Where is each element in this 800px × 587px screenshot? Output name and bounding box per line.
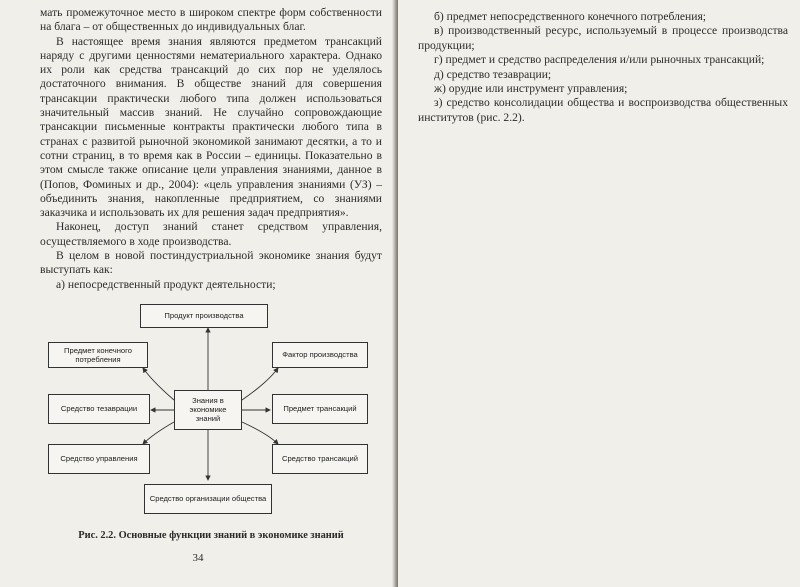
list-item-d: д) средство тезаврации; (434, 67, 552, 81)
paragraph-4: В целом в новой постиндустриальной экономике знания будут выступать как: (40, 249, 382, 277)
box-left-top: Предмет конечного потребления (48, 342, 148, 368)
page-number: 34 (192, 552, 204, 564)
box-right-mid: Предмет трансакций (272, 394, 368, 424)
figure-caption: Рис. 2.2. Основные функции знаний в экономике знаний (78, 529, 344, 541)
box-right-bottom: Средство трансакций (272, 444, 368, 474)
box-left-bottom: Средство управления (48, 444, 150, 474)
left-page (0, 0, 396, 587)
list-item-g: г) предмет и средство распределения и/или рыночных трансакций; (434, 53, 765, 67)
functions-diagram (48, 302, 368, 522)
list-item-v: в) производственный ресурс, используемый в процессе производства продукции; (418, 24, 788, 52)
paragraph-1: мать промежуточное место в широком спектре форм собственности на блага – от общественных до индивидуальных благ. (40, 6, 382, 34)
box-right-top: Фактор производства (272, 342, 368, 368)
box-left-mid: Средство тезаврации (48, 394, 150, 424)
paragraph-3: Наконец, доступ знаний станет средством управления, осуществляемого в ходе производства. (40, 220, 382, 248)
box-top: Продукт производства (140, 304, 268, 328)
list-item-a: а) непосредственный продукт деятельности; (56, 277, 276, 291)
list-item-b: б) предмет непосредственного конечного потребления; (434, 10, 707, 23)
box-bottom: Средство организации общества (144, 484, 272, 514)
arrow-left-bottom (143, 422, 174, 444)
right-page (398, 0, 800, 587)
list-item-z: з) средство консолидации общества и воспроизводства общественных институтов (рис. 2.2). (418, 96, 788, 124)
paragraph-2: В настоящее время знания являются предметом трансакций наряду с другими ценностями нематериального характера. Однако их роли как средства трансакций до сих пор не уделялось достаточного внимания. В обществе знаний для совершения трансакции практически любого типа должен использоваться значительный массив знаний. Не случайно сопровождающие трансакции письменные контракты практически любого типа в странах с развитой рыночной экономикой занимают десятки, а то и сотни страниц, в то время как в России – единицы. Показательно в этом смысле также описание цели управления знаниями, данное в (Попов, Фоминых и др., 2004): «цель управления знаниями (УЗ) – объединить знания, накопленные предприятием, со знаниями заказчика и использовать их для решения задач предприятия». (40, 34, 382, 220)
arrow-right-bottom (242, 422, 278, 444)
box-center: Знания в экономике знаний (174, 390, 242, 430)
list-item-zh: ж) орудие или инструмент управления; (434, 82, 628, 96)
